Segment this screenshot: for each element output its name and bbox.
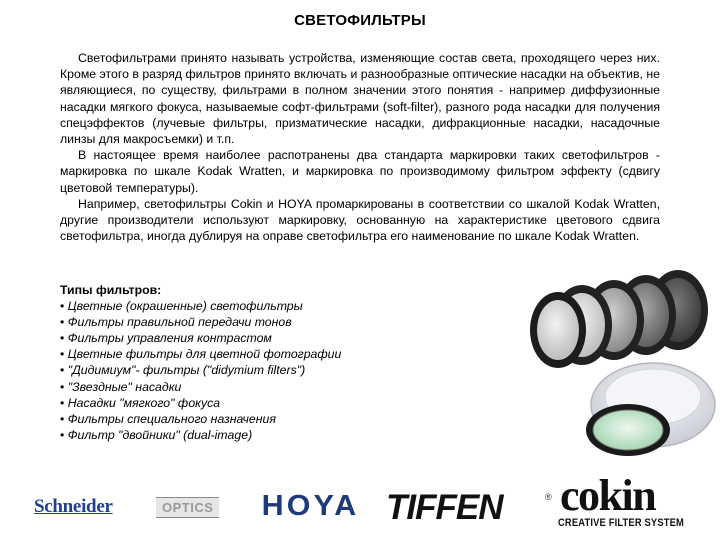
filter-type-item: • Фильтры правильной передачи тонов xyxy=(60,314,360,330)
schneider-logo: Schneider xyxy=(34,496,113,517)
filter-types-list xyxy=(60,282,360,443)
filters-photo xyxy=(528,265,718,465)
cokin-logo: cokin xyxy=(560,471,656,520)
tiffen-logo: TIFFEN xyxy=(386,488,503,527)
filter-type-item: • Насадки "мягкого" фокуса xyxy=(60,395,360,411)
filter-type-item: • Цветные фильтры для цветной фотографии xyxy=(60,346,360,362)
optics-logo: OPTICS xyxy=(156,497,219,518)
filter-type-item: • "Дидимиум"- фильтры ("didymium filters") xyxy=(60,362,360,378)
filter-type-item: • Фильтры управления контрастом xyxy=(60,330,360,346)
filter-type-item: • "Звездные" насадки xyxy=(60,379,360,395)
hoya-logo: HOYA xyxy=(261,490,360,522)
filter-type-item: • Фильтр "двойники" (dual-image) xyxy=(60,427,360,443)
filter-type-item: • Фильтры специального назначения xyxy=(60,411,360,427)
paragraph-1: Светофильтрами принято называть устройства, изменяющие состав света, проходящего через них. Кроме этого в разряд фильтров принято включать и разнообразные оптические насадки на объектив, не являющиеся, по существу, фильтрами в полном значении этого понятия - например диффузионные насадки мягкого фокуса, называемые софт-фильтрами (soft-filter), разного рода насадки для получения спецэффектов (лучевые фильтры, призматические насадки, дифракционные насадки, насадочные линзы для макросъемки) и т.п. xyxy=(60,51,660,147)
paragraph-2: В настоящее время наиболее распотранены два стандарта маркировки таких светофильтров - маркировка по шкале Kodak Wratten, и маркировка по производимому фильтром эффекту (сдвигу цветовой температуры). xyxy=(60,148,660,195)
filter-type-item: • Цветные (окрашенные) светофильтры xyxy=(60,298,360,314)
tiffen-registered-mark: ® xyxy=(545,492,552,502)
paragraph-3: Например, светофильтры Cokin и HOYA промаркированы в соответствии со шкалой Kodak Wratten, другие производители используют маркировку, основанную на характеристике цветового сдвига светофильтра, иногда дублируя на оправе светофильтра его наименование по шкале Kodak Wratten. xyxy=(60,196,660,244)
cokin-tagline: CREATIVE FILTER SYSTEM xyxy=(558,517,684,529)
filter-types-heading: Типы фильтров: xyxy=(60,283,162,297)
brand-logos xyxy=(0,470,720,540)
body-text xyxy=(60,50,660,244)
page-title: СВЕТОФИЛЬТРЫ xyxy=(294,12,426,29)
